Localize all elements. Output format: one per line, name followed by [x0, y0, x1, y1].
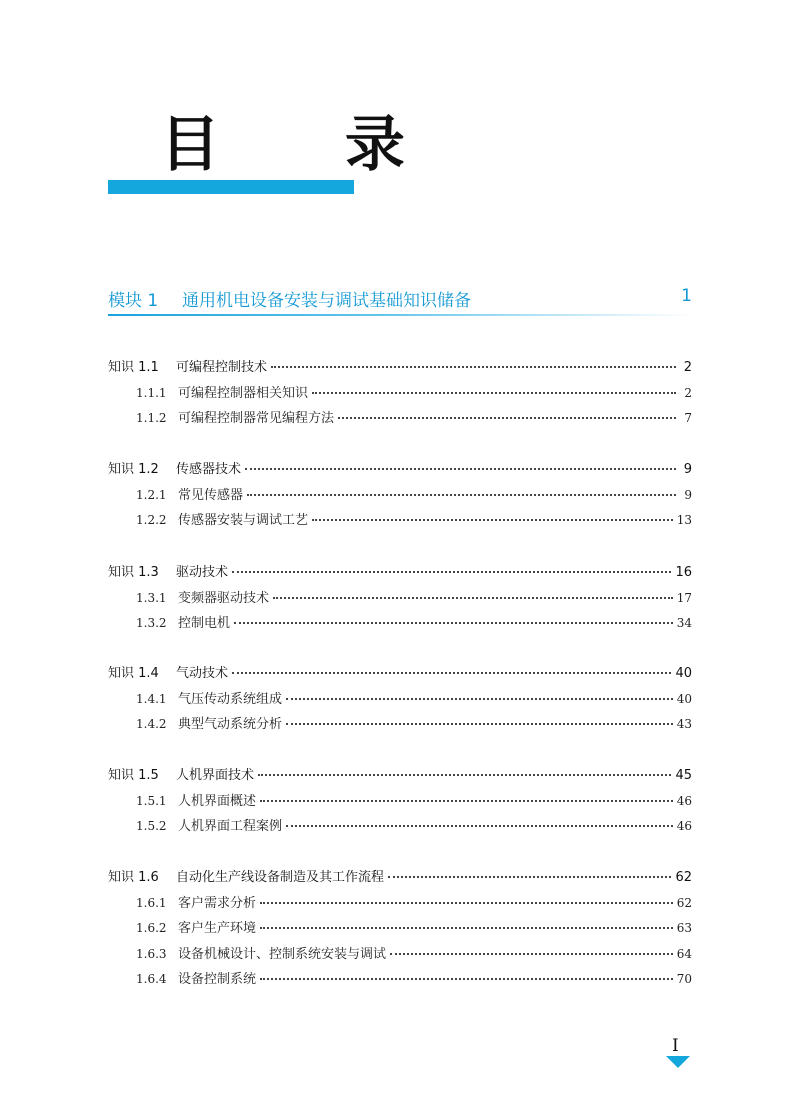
toc-subsection-label: 变频器驱动技术	[178, 590, 270, 606]
toc-subsection-label: 人机界面概述	[178, 793, 257, 809]
toc-subsection-number: 1.2.1	[136, 487, 167, 502]
toc-section-row[interactable]	[108, 662, 692, 684]
toc-dot-leader	[390, 952, 673, 955]
toc-subsection-page: 9	[684, 487, 692, 502]
toc-section-row[interactable]	[108, 561, 692, 583]
toc-dot-leader	[271, 365, 676, 368]
toc-subsection-row[interactable]	[108, 892, 692, 914]
toc-subsection-label: 人机界面工程案例	[178, 819, 283, 834]
toc-subsection-label: 传感器安装与调试工艺	[178, 513, 309, 528]
toc-dot-leader	[286, 824, 673, 827]
toc-subsection-page: 64	[676, 946, 692, 961]
toc-subsection-row[interactable]	[108, 382, 692, 404]
toc-subsection-number: 1.6.1	[136, 895, 167, 910]
toc-dot-leader	[260, 901, 673, 904]
toc-section-label: 气动技术	[176, 666, 229, 681]
toc-section-label: 传感器技术	[176, 462, 242, 477]
toc-section-page: 2	[683, 360, 692, 375]
toc-section-page: 62	[675, 870, 692, 885]
toc-subsection-page: 7	[684, 411, 692, 425]
toc-dot-leader	[312, 391, 676, 394]
toc-section-row[interactable]	[108, 356, 692, 378]
toc-subsection-number: 1.6.3	[136, 946, 167, 961]
toc-section-page: 9	[683, 462, 692, 477]
toc-subsection-number: 1.2.2	[136, 513, 167, 527]
toc-subsection-page: 63	[676, 921, 692, 935]
toc-dot-leader	[234, 621, 673, 624]
toc-section-row[interactable]	[108, 458, 692, 480]
page-folio: I	[672, 1036, 679, 1056]
toc-subsection-label: 典型气动系统分析	[178, 717, 283, 732]
toc-subsection-row[interactable]	[108, 815, 692, 837]
toc-subsection-page: 17	[676, 590, 692, 605]
toc-subsection-number: 1.1.1	[136, 385, 167, 400]
toc-dot-leader	[338, 416, 676, 419]
toc-subsection-row[interactable]	[108, 917, 692, 939]
toc-subsection-label: 可编程控制器相关知识	[178, 385, 309, 401]
toc-dot-leader	[260, 977, 673, 980]
toc-subsection-page: 34	[676, 616, 692, 630]
page-title: 目 录	[160, 110, 457, 180]
toc-dot-leader	[286, 697, 673, 700]
toc-subsection-page: 46	[676, 819, 692, 833]
toc-subsection-label: 客户需求分析	[178, 895, 257, 911]
toc-subsection-number: 1.4.1	[136, 691, 167, 706]
toc-section-number: 知识 1.4	[108, 666, 159, 681]
toc-subsection-row[interactable]	[108, 688, 692, 710]
toc-subsection-page: 43	[676, 717, 692, 731]
toc-section-row[interactable]	[108, 764, 692, 786]
module-number: 模块 1	[108, 291, 159, 311]
toc-subsection-label: 设备机械设计、控制系统安装与调试	[178, 946, 387, 962]
toc-dot-leader	[312, 518, 673, 521]
module-divider	[108, 314, 692, 316]
toc-subsection-page: 62	[676, 895, 692, 910]
toc-subsection-label: 可编程控制器常见编程方法	[178, 411, 335, 426]
toc-subsection-number: 1.1.2	[136, 411, 167, 425]
toc-subsection-label: 客户生产环境	[178, 921, 257, 936]
toc-subsection-number: 1.4.2	[136, 717, 167, 731]
toc-subsection-row[interactable]	[108, 612, 692, 634]
toc-dot-leader	[260, 799, 673, 802]
toc-subsection-row[interactable]	[108, 968, 692, 990]
toc-subsection-number: 1.6.2	[136, 921, 167, 935]
toc-subsection-number: 1.5.1	[136, 793, 167, 808]
toc-dot-leader	[232, 570, 671, 573]
toc-subsection-label: 常见传感器	[178, 487, 244, 503]
toc-section-label: 可编程控制技术	[176, 360, 268, 375]
toc-section-row[interactable]	[108, 866, 692, 888]
toc-section-page: 40	[675, 666, 692, 681]
toc-subsection-label: 设备控制系统	[178, 972, 257, 987]
toc-subsection-page: 46	[676, 793, 692, 808]
toc-subsection-label: 气压传动系统组成	[178, 691, 283, 707]
toc-dot-leader	[247, 493, 676, 496]
toc-dot-leader	[286, 722, 673, 725]
toc-subsection-number: 1.6.4	[136, 972, 167, 986]
toc-dot-leader	[388, 875, 671, 878]
toc-dot-leader	[273, 596, 673, 599]
toc-section-number: 知识 1.2	[108, 462, 159, 477]
toc-section-number: 知识 1.3	[108, 565, 159, 580]
toc-dot-leader	[232, 671, 671, 674]
toc-subsection-page: 70	[676, 972, 692, 986]
toc-section-page: 45	[675, 768, 692, 783]
toc-subsection-number: 1.3.1	[136, 590, 167, 605]
toc-subsection-page: 40	[676, 691, 692, 706]
folio-triangle-icon	[666, 1056, 690, 1068]
toc-section-number: 知识 1.5	[108, 768, 159, 783]
title-underline-bar	[108, 180, 354, 194]
toc-subsection-row[interactable]	[108, 484, 692, 506]
toc-section-page: 16	[675, 565, 692, 580]
toc-dot-leader	[260, 926, 673, 929]
toc-subsection-row[interactable]	[108, 587, 692, 609]
toc-subsection-row[interactable]	[108, 943, 692, 965]
toc-section-number: 知识 1.1	[108, 360, 159, 375]
toc-subsection-number: 1.3.2	[136, 616, 167, 630]
toc-dot-leader	[258, 773, 671, 776]
module-page: 1	[681, 286, 692, 306]
toc-subsection-row[interactable]	[108, 509, 692, 531]
module-heading[interactable]	[108, 286, 692, 312]
toc-section-number: 知识 1.6	[108, 870, 159, 885]
toc-subsection-row[interactable]	[108, 407, 692, 429]
toc-dot-leader	[245, 467, 676, 470]
toc-subsection-row[interactable]	[108, 713, 692, 735]
toc-subsection-page: 2	[684, 385, 692, 400]
toc-subsection-number: 1.5.2	[136, 819, 167, 833]
toc-subsection-label: 控制电机	[178, 616, 231, 631]
toc-section-label: 人机界面技术	[176, 768, 255, 783]
toc-subsection-page: 13	[676, 513, 692, 527]
module-title: 通用机电设备安装与调试基础知识储备	[182, 291, 471, 311]
toc-subsection-row[interactable]	[108, 790, 692, 812]
toc-section-label: 自动化生产线设备制造及其工作流程	[176, 870, 385, 885]
toc-section-label: 驱动技术	[176, 565, 229, 580]
